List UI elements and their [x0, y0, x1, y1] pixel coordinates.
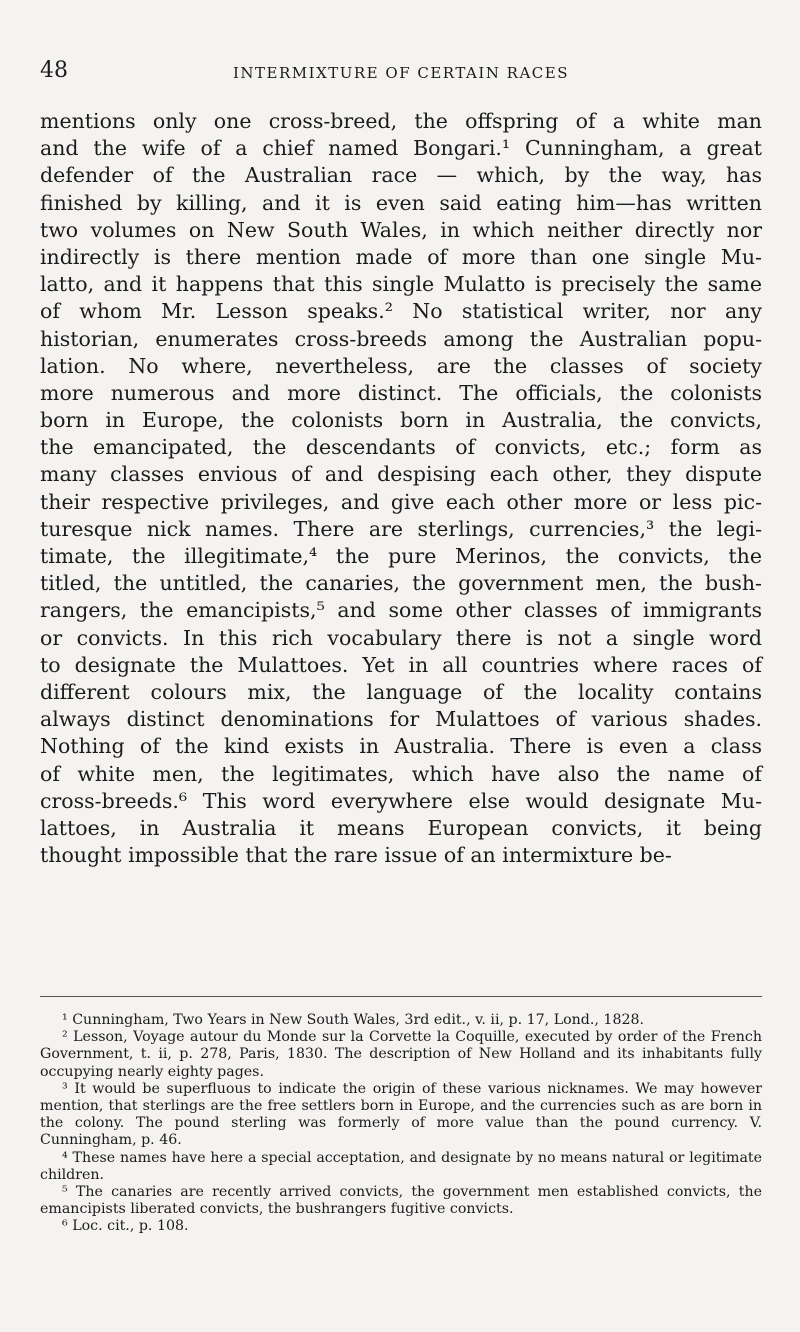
text-line: to designate the Mulattoes. Yet in all countries where races of: [40, 652, 762, 677]
text-line: more numerous and more distinct. The officials, the colonists: [40, 380, 762, 405]
text-line: defender of the Australian race — which, by the way, has: [40, 163, 762, 188]
text-line: historian, enumerates cross-breeds among the Australian popu-: [40, 326, 762, 351]
running-head: INTERMIXTURE OF CERTAIN RACES: [232, 64, 569, 82]
text-line: turesque nick names. There are sterlings, currencies,³ the legi-: [40, 516, 762, 541]
text-line: different colours mix, the language of the locality contains: [40, 679, 762, 704]
text-line: finished by killing, and it is even said eating him—has written: [40, 190, 762, 215]
footnote-6: ⁶ Loc. cit., p. 108.: [62, 1218, 189, 1235]
text-line: always distinct denominations for Mulattoes of various shades.: [40, 707, 762, 732]
text-line: and the wife of a chief named Bongari.¹ Cunningham, a great: [40, 136, 762, 161]
text-line: born in Europe, the colonists born in Australia, the convicts,: [40, 408, 762, 433]
text-line: thought impossible that the rare issue of an intermixture be-: [40, 843, 672, 868]
page-header: [40, 58, 762, 90]
text-line: the emancipated, the descendants of convicts, etc.; form as: [40, 435, 762, 460]
text-line: lattoes, in Australia it means European convicts, it being: [40, 815, 762, 840]
footnote-2: ² Lesson, Voyage autour du Monde sur la Corvette la Coquille, executed by order of the French Government, t. ii, p. 278, Paris, 1830. The description of New Holland and its inhabitants fully occupying nearly eighty pages.: [40, 1029, 762, 1080]
text-line: two volumes on New South Wales, in which neither directly nor: [40, 217, 762, 242]
footnote-5: ⁵ The canaries are recently arrived convicts, the government men established convicts, the emancipists liberated convicts, the bushrangers fugitive convicts.: [40, 1184, 762, 1218]
body-text: [40, 108, 762, 869]
text-line: timate, the illegitimate,⁴ the pure Merinos, the convicts, the: [40, 544, 762, 568]
text-line: rangers, the emancipists,⁵ and some other classes of immigrants: [40, 598, 762, 623]
footnote-4: ⁴ These names have here a special acceptation, and designate by no means natural or legitimate children.: [40, 1149, 762, 1183]
page-number: 48: [40, 58, 68, 83]
text-line: titled, the untitled, the canaries, the government men, the bush-: [40, 571, 762, 596]
text-line: lation. No where, nevertheless, are the classes of society: [40, 353, 762, 378]
text-line: mentions only one cross-breed, the offspring of a white man: [40, 109, 762, 133]
text-line: their respective privileges, and give each other more or less pic-: [40, 489, 762, 514]
text-line: cross-breeds.⁶ This word everywhere else would designate Mu-: [40, 788, 762, 813]
text-line: of whom Mr. Lesson speaks.² No statistical writer, nor any: [40, 299, 762, 324]
text-line: indirectly is there mention made of more than one single Mu-: [40, 244, 762, 269]
text-line: of white men, the legitimates, which have also the name of: [40, 761, 762, 786]
footnote-3: ³ It would be superfluous to indicate the origin of these various nicknames. We may however mention, that sterlings are the free settlers born in Europe, and the currencies such as are born in the colony. The pound sterling was formerly of more value than the pound currency. V. Cunningham, p. 46.: [40, 1080, 762, 1149]
text-line: latto, and it happens that this single Mulatto is precisely the same: [40, 272, 762, 297]
text-line: or convicts. In this rich vocabulary there is not a single word: [40, 625, 762, 650]
footnote-1: ¹ Cunningham, Two Years in New South Wales, 3rd edit., v. ii, p. 17, Lond., 1828.: [62, 1012, 645, 1028]
text-line: Nothing of the kind exists in Australia. There is even a class: [40, 734, 762, 759]
footnotes: [40, 1012, 762, 1236]
text-line: many classes envious of and despising each other, they dispute: [40, 462, 762, 487]
footnote-rule: [40, 996, 762, 997]
